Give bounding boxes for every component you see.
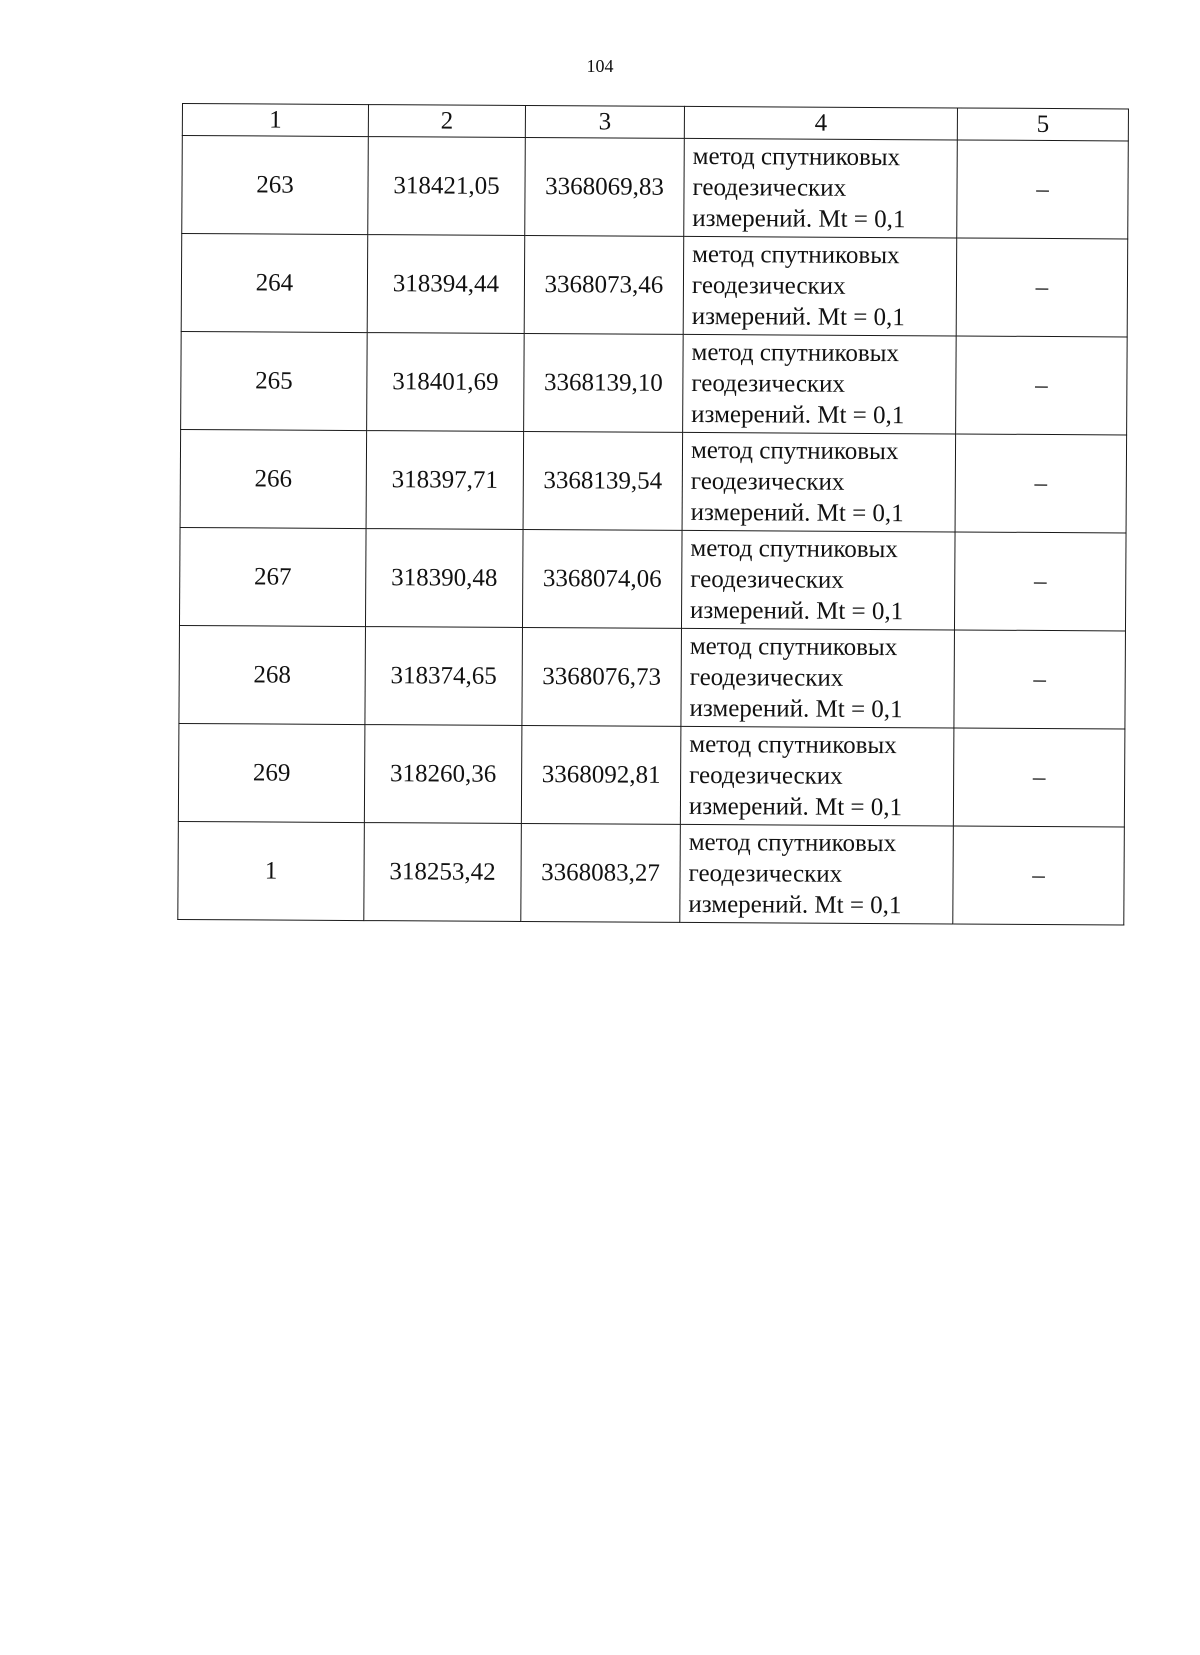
method-line: измерений. Mt = 0,1: [689, 694, 903, 724]
method-line: измерений. Mt = 0,1: [691, 400, 905, 430]
method-cell: [681, 628, 955, 728]
method-line: метод спутниковых: [691, 338, 900, 368]
method-line: метод спутниковых: [692, 142, 901, 172]
method-cell: [682, 432, 956, 532]
header-cell: 4: [684, 106, 957, 140]
table-row: [178, 821, 1125, 924]
y-coordinate-cell: 3368074,06: [522, 529, 682, 628]
method-line: геодезических: [692, 173, 847, 202]
point-number-cell: 266: [180, 429, 367, 528]
coordinates-table: [177, 103, 1129, 925]
point-number-cell: 269: [178, 723, 365, 822]
note-cell: –: [953, 826, 1125, 925]
header-cell: 5: [957, 108, 1128, 141]
note-cell: –: [955, 434, 1127, 533]
point-number-cell: 268: [179, 625, 366, 724]
x-coordinate-cell: 318253,42: [364, 823, 522, 922]
method-line: метод спутниковых: [689, 632, 898, 662]
table-row: [181, 234, 1128, 337]
y-coordinate-cell: 3368139,54: [523, 431, 683, 530]
method-line: измерений. Mt = 0,1: [692, 204, 906, 234]
x-coordinate-cell: 318390,48: [365, 529, 523, 628]
note-cell: –: [954, 630, 1126, 729]
header-cell: 3: [525, 105, 684, 138]
point-number-cell: 263: [182, 136, 369, 235]
y-coordinate-cell: 3368069,83: [525, 137, 685, 236]
method-line: измерений. Mt = 0,1: [690, 596, 904, 626]
y-coordinate-cell: 3368139,10: [524, 333, 684, 432]
table-row: [179, 527, 1126, 630]
table-row: [180, 429, 1127, 532]
method-line: геодезических: [689, 663, 844, 692]
method-line: геодезических: [688, 859, 843, 888]
method-line: измерений. Mt = 0,1: [688, 792, 903, 822]
note-cell: –: [954, 532, 1126, 631]
x-coordinate-cell: 318260,36: [364, 725, 522, 824]
method-line: метод спутниковых: [692, 240, 900, 270]
method-cell: [680, 824, 954, 924]
method-cell: [683, 236, 957, 336]
method-cell: [684, 138, 958, 238]
method-line: геодезических: [689, 761, 843, 790]
point-number-cell: 1: [178, 821, 365, 920]
y-coordinate-cell: 3368083,27: [521, 823, 681, 922]
note-cell: –: [953, 728, 1125, 827]
method-cell: [681, 530, 955, 630]
method-line: геодезических: [691, 369, 846, 398]
note-cell: –: [956, 238, 1128, 337]
point-number-cell: 264: [181, 234, 368, 333]
x-coordinate-cell: 318401,69: [367, 333, 525, 432]
x-coordinate-cell: 318421,05: [368, 137, 526, 236]
point-number-cell: 267: [179, 527, 366, 626]
x-coordinate-cell: 318394,44: [367, 235, 525, 334]
method-line: измерений. Mt = 0,1: [690, 498, 904, 528]
method-line: геодезических: [690, 565, 844, 594]
table-row: [181, 331, 1128, 434]
header-cell: 1: [182, 104, 368, 137]
y-coordinate-cell: 3368092,81: [521, 725, 681, 824]
method-line: метод спутниковых: [689, 730, 897, 760]
table-row: [182, 136, 1129, 239]
note-cell: –: [956, 336, 1128, 435]
point-number-cell: 265: [181, 331, 368, 430]
y-coordinate-cell: 3368076,73: [522, 627, 682, 726]
x-coordinate-cell: 318374,65: [365, 627, 523, 726]
method-line: измерений. Mt = 0,1: [688, 890, 902, 920]
method-cell: [683, 334, 957, 434]
table-row: [178, 723, 1125, 826]
method-line: метод спутниковых: [688, 828, 897, 858]
note-cell: –: [957, 140, 1129, 239]
method-line: метод спутниковых: [690, 436, 899, 466]
table-row: [179, 625, 1126, 728]
method-line: геодезических: [691, 271, 846, 300]
method-cell: [680, 726, 954, 826]
page-number: 104: [586, 56, 614, 76]
method-line: измерений. Mt = 0,1: [691, 302, 905, 332]
method-line: метод спутниковых: [690, 534, 898, 564]
header-cell: 2: [368, 105, 525, 138]
method-line: геодезических: [690, 467, 845, 496]
y-coordinate-cell: 3368073,46: [524, 235, 684, 334]
x-coordinate-cell: 318397,71: [366, 431, 524, 530]
